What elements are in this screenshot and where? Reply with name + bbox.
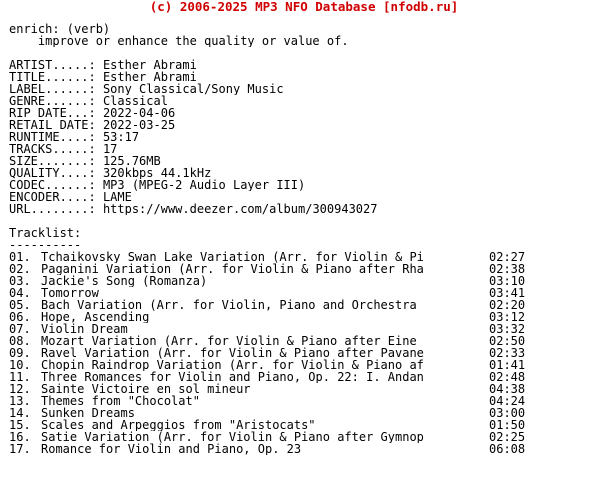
track-duration: 03:10 (489, 274, 526, 288)
track-duration: 03:00 (489, 406, 526, 420)
track-number: 07. (9, 322, 31, 336)
track-number: 01. (9, 250, 31, 264)
track-number: 08. (9, 334, 31, 348)
track-title: Chopin Raindrop Variation (Arr. for Violin & Piano af (41, 359, 424, 371)
definition-term: enrich: (verb) (9, 23, 111, 35)
track-title: Tomorrow (41, 287, 99, 299)
info-label: GENRE......: (9, 95, 96, 107)
track-duration: 03:32 (489, 322, 526, 336)
track-title: Satie Variation (Arr. for Violin & Piano after Gymnop (41, 431, 424, 443)
track-duration: 01:50 (489, 418, 526, 432)
track-title: Sunken Dreams (41, 407, 135, 419)
info-value: 320kbps 44.1kHz (102, 167, 212, 179)
track-title: Paganini Variation (Arr. for Violin & Piano after Rha (41, 263, 424, 275)
info-row-artist (9, 59, 604, 71)
info-label: RUNTIME....: (9, 131, 96, 143)
track-title: Mozart Variation (Arr. for Violin & Piano after Eine (41, 335, 417, 347)
track-number: 06. (9, 310, 31, 324)
spacer (9, 47, 604, 59)
info-label: TRACKS.....: (9, 143, 96, 155)
info-label: TITLE......: (9, 71, 96, 83)
track-duration: 02:27 (489, 250, 526, 264)
track-duration: 03:12 (489, 310, 526, 324)
info-value: 53:17 (102, 131, 140, 143)
track-number: 14. (9, 406, 31, 420)
info-label: URL........: (9, 203, 96, 215)
info-row-rip-date (9, 107, 604, 119)
info-value: Esther Abrami (102, 59, 197, 71)
info-value: LAME (102, 191, 132, 203)
track-number: 10. (9, 358, 31, 372)
info-value: MP3 (MPEG-2 Audio Layer III) (102, 179, 306, 191)
track-duration: 02:25 (489, 430, 526, 444)
track-duration: 02:20 (489, 298, 526, 312)
track-duration: 01:41 (489, 358, 526, 372)
info-value: Classical (102, 95, 168, 107)
track-number: 03. (9, 274, 31, 288)
info-label: RIP DATE...: (9, 107, 96, 119)
tracklist-underline: ---------- (9, 239, 82, 251)
info-label: LABEL......: (9, 83, 96, 95)
info-row-title (9, 71, 604, 83)
info-value: 17 (102, 143, 118, 155)
track-title: Three Romances for Violin and Piano, Op. 22: I. Andan (41, 371, 424, 383)
site-header: (c) 2006-2025 MP3 NFO Database [nfodb.ru] (149, 0, 459, 14)
info-label: ARTIST.....: (9, 59, 96, 71)
tracklist (9, 251, 604, 455)
info-row-quality (9, 167, 604, 179)
track-title: Ravel Variation (Arr. for Violin & Piano after Pavane (41, 347, 424, 359)
info-value: https://www.deezer.com/album/300943027 (102, 203, 378, 215)
track-number: 11. (9, 370, 31, 384)
track-duration: 02:48 (489, 370, 526, 384)
info-value: 2022-03-25 (102, 119, 176, 131)
info-row-runtime (9, 131, 604, 143)
info-row-label (9, 83, 604, 95)
release-info (9, 59, 604, 215)
info-value: 2022-04-06 (102, 107, 176, 119)
track-duration: 06:08 (489, 442, 526, 456)
track-title: Jackie's Song (Romanza) (41, 275, 208, 287)
info-label: CODEC......: (9, 179, 96, 191)
nfo-document (9, 23, 604, 455)
track-number: 09. (9, 346, 31, 360)
info-value: 125.76MB (102, 155, 161, 167)
info-label: SIZE.......: (9, 155, 96, 167)
track-title: Themes from "Chocolat" (41, 395, 200, 407)
track-duration: 02:33 (489, 346, 526, 360)
info-row-encoder (9, 191, 604, 203)
track-title: Romance for Violin and Piano, Op. 23 (41, 443, 302, 455)
track-duration: 04:24 (489, 394, 526, 408)
info-row-size (9, 155, 604, 167)
info-row-url (9, 203, 604, 215)
track-duration: 04:38 (489, 382, 526, 396)
track-row (9, 443, 604, 455)
info-row-retail-date (9, 119, 604, 131)
info-value: Esther Abrami (102, 71, 197, 83)
track-duration: 02:50 (489, 334, 526, 348)
track-number: 15. (9, 418, 31, 432)
track-duration: 03:41 (489, 286, 526, 300)
definition-meaning: improve or enhance the quality or value of. (9, 35, 349, 47)
track-number: 04. (9, 286, 31, 300)
track-title: Hope, Ascending (41, 311, 150, 323)
track-title: Violin Dream (41, 323, 128, 335)
info-label: QUALITY....: (9, 167, 96, 179)
info-label: ENCODER....: (9, 191, 96, 203)
info-row-tracks (9, 143, 604, 155)
track-duration: 02:38 (489, 262, 526, 276)
track-title: Bach Variation (Arr. for Violin, Piano and Orchestra (41, 299, 417, 311)
info-label: RETAIL DATE: (9, 119, 96, 131)
track-number: 12. (9, 382, 31, 396)
spacer (9, 215, 604, 227)
track-number: 17. (9, 442, 31, 456)
info-row-codec (9, 179, 604, 191)
track-number: 05. (9, 298, 31, 312)
track-number: 02. (9, 262, 31, 276)
track-title: Scales and Arpeggios from "Aristocats" (41, 419, 316, 431)
track-number: 13. (9, 394, 31, 408)
track-title: Sainte Victoire en sol mineur (41, 383, 251, 395)
track-number: 16. (9, 430, 31, 444)
info-value: Sony Classical/Sony Music (102, 83, 284, 95)
tracklist-heading: Tracklist: (9, 227, 82, 239)
info-row-genre (9, 95, 604, 107)
track-title: Tchaikovsky Swan Lake Variation (Arr. for Violin & Pi (41, 251, 424, 263)
